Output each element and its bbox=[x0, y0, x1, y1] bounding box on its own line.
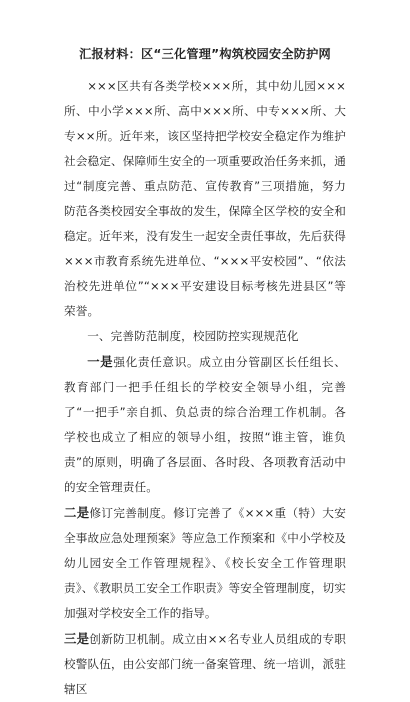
point-paragraph-2 bbox=[64, 500, 346, 626]
paragraph-lead: 一是 bbox=[87, 354, 114, 369]
paragraph-text: ×××区共有各类学校×××所，其中幼儿园×××所、中小学×××所、高中×××所、中专×××所、大专××所。近年来，该区坚持把学校安全稳定作为维护社会稳定、保障师生安全的一项重要政治任务来抓，通过“制度完善、重点防范、宣传教育”三项措施，努力防范各类校园安全事故的发生，保障全区学校的安全和稳定。近年来，没有发生一起安全责任事故，先后获得×××市教育系统先进单位、“×××平安校园”、“依法治校先进单位”“×××平安建设目标考核先进县区”等荣誉。 bbox=[64, 79, 346, 318]
paragraph-lead: 二是 bbox=[64, 505, 90, 520]
point-paragraph-1 bbox=[64, 349, 346, 500]
section-heading bbox=[64, 324, 346, 349]
paragraph-lead: 三是 bbox=[64, 631, 90, 646]
point-paragraph-3 bbox=[64, 626, 346, 702]
section-heading-text: 一、完善防范制度，校园防控实现规范化 bbox=[87, 329, 299, 343]
paragraph-text: 强化责任意识。成立由分管副区长任组长、教育部门一把手任组长的学校安全领导小组，完善了“一把手”亲自抓、负总责的综合治理工作机制。各学校也成立了相应的领导小组，按照“谁主管，谁负责”的原则，明确了各层面、各时段、各项教育活动中的安全管理责任。 bbox=[64, 355, 346, 494]
document-title: 汇报材料：区“三化管理”构筑校园安全防护网 bbox=[79, 47, 331, 61]
paragraph-text: 创新防卫机制。成立由××名专业人员组成的专职校警队伍，由公安部门统一备案管理、统一培训，派驻辖区 bbox=[64, 632, 346, 696]
intro-paragraph bbox=[64, 74, 346, 324]
paragraph-text: 修订完善制度。修订完善了《×××重（特）大安全事故应急处理预案》等应急工作预案和《中小学校及幼儿园安全工作管理规程》、《校长安全工作管理职责》、《教职员工安全工作职责》等安全管理制度，切实加强对学校安全工作的指导。 bbox=[64, 506, 346, 620]
